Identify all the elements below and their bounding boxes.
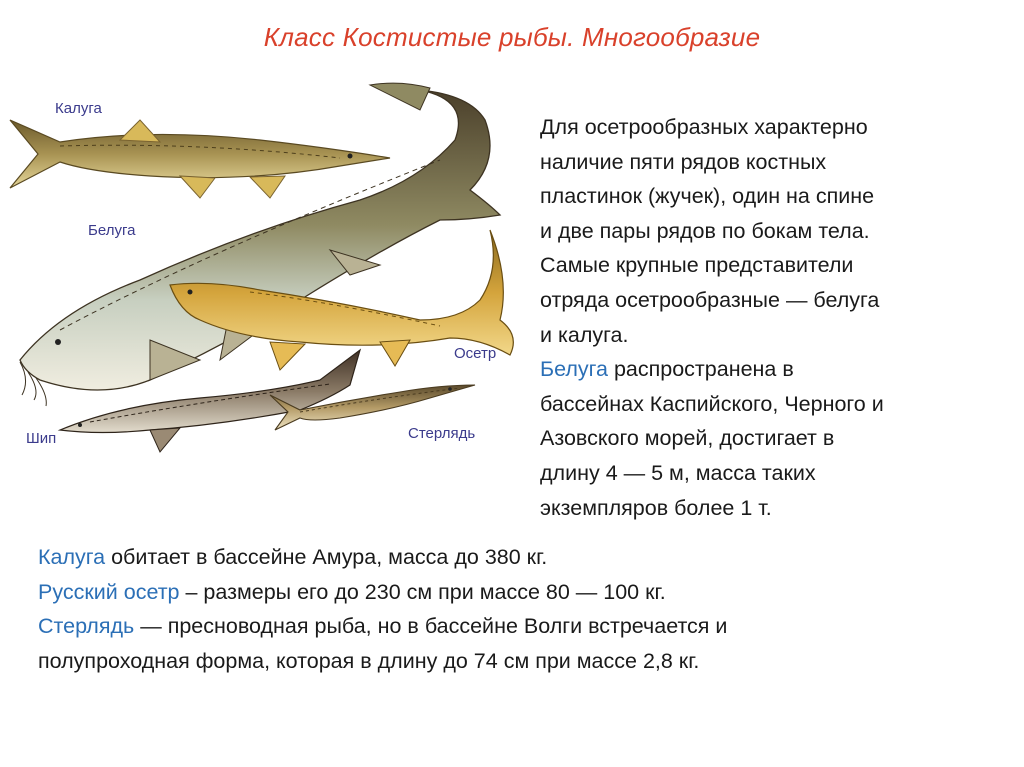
beluga-term: Белуга [540,357,608,382]
beluga-line-5: экземпляров более 1 т. [540,495,772,520]
kaluga-fish [10,120,390,198]
sturgeon-illustration [0,80,530,470]
beluga-line-2: бассейнах Каспийского, Черного и [540,391,884,416]
beluga-line-3: Азовского морей, достигает в [540,426,835,451]
sterlyad-rest: — пресноводная рыба, но в бассейне Волги встречается и [134,614,728,639]
right-paragraph [540,110,1010,525]
beluga-line-4: длину 4 — 5 м, масса таких [540,460,816,485]
label-kaluga: Калуга [55,100,102,117]
sturgeon-drawing [0,80,530,470]
sterlyad-line [38,609,998,644]
kaluga-line [38,540,998,575]
osetr-rest: – размеры его до 230 см при массе 80 — 100 кг. [179,579,666,604]
label-osetr: Осетр [454,345,497,362]
label-sterlyad: Стерлядь [408,425,476,442]
osetr-term: Русский осетр [38,579,180,604]
sterlyad-line-2: полупроходная форма, которая в длину до 74 см при массе 2,8 кг. [38,648,700,673]
slide-title: Класс Костистые рыбы. Многообразие [263,22,761,52]
bottom-paragraph [38,540,998,678]
kaluga-rest: обитает в бассейне Амура, масса до 380 кг. [105,545,548,569]
label-ship: Шип [26,430,57,447]
right-line-7: и калуга. [540,322,629,347]
osetr-line [38,575,998,610]
right-line-1: Для осетрообразных характерно [540,115,868,139]
right-line-3: пластинок (жучек), один на спине [540,184,875,209]
beluga-line [540,352,1010,387]
beluga-rest: распространена в [607,357,794,382]
right-line-4: и две пары рядов по бокам тела. [540,218,870,243]
sterlyad-term: Стерлядь [38,614,135,639]
right-line-2: наличие пяти рядов костных [540,149,827,174]
right-line-5: Самые крупные представители [540,253,854,278]
label-beluga: Белуга [88,222,136,239]
right-line-6: отряда осетрообразные — белуга [540,287,880,312]
kaluga-term: Калуга [38,545,106,569]
beluga-fish [20,83,500,406]
